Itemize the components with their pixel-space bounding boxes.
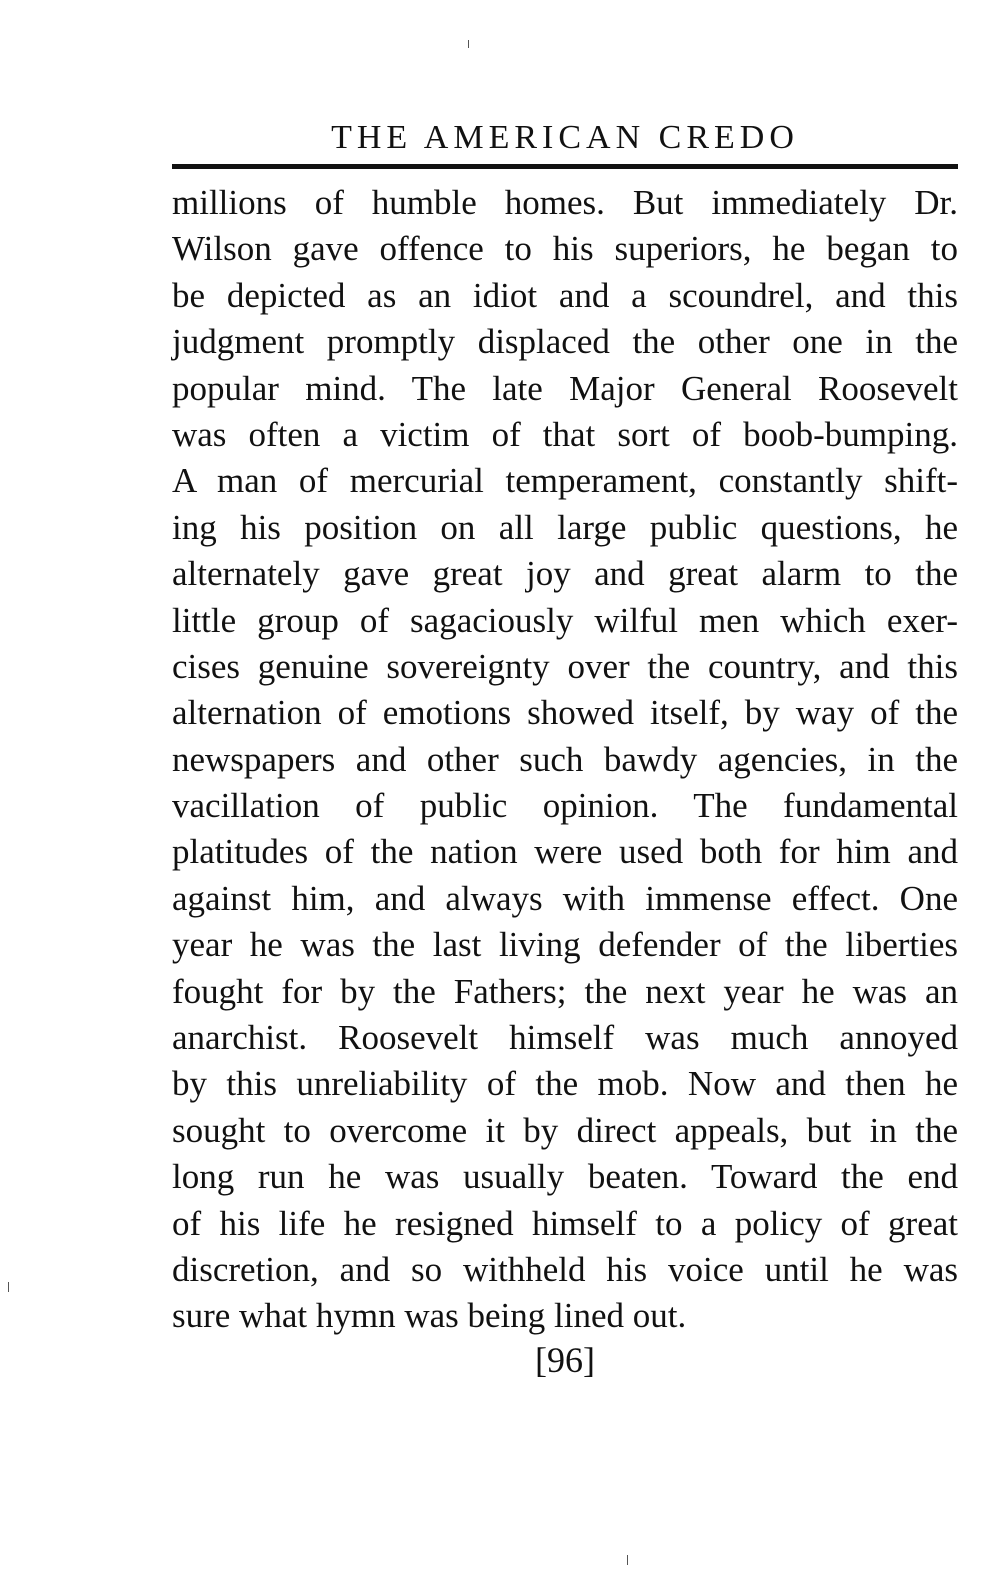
- text-line: fought for by the Fathers; the next year he was an: [172, 971, 958, 1011]
- text-line: of his life he resigned himself to a policy of great: [172, 1203, 958, 1243]
- text-line: be depicted as an idiot and a scoundrel, and this: [172, 275, 958, 315]
- text-line: alternation of emotions showed itself, by way of the: [172, 693, 958, 733]
- text-line: millions of humble homes. But immediately Dr.: [172, 183, 958, 222]
- text-line: by this unreliability of the mob. Now and then he: [172, 1064, 958, 1104]
- text-line: newspapers and other such bawdy agencies, in the: [172, 739, 958, 779]
- text-line: year he was the last living defender of the liberties: [172, 925, 958, 965]
- text-line: cises genuine sovereignty over the country, and this: [172, 646, 958, 686]
- text-line: ing his position on all large public questions, he: [172, 507, 958, 547]
- text-line: anarchist. Roosevelt himself was much annoyed: [172, 1018, 958, 1058]
- text-line: against him, and always with immense effect. One: [172, 878, 958, 918]
- text-line: long run he was usually beaten. Toward the end: [172, 1157, 958, 1197]
- text-line: judgment promptly displaced the other one in the: [172, 322, 958, 362]
- text-line: discretion, and so withheld his voice until he was: [172, 1249, 958, 1289]
- text-line: popular mind. The late Major General Roosevelt: [172, 368, 958, 408]
- text-line: was often a victim of that sort of boob-bumping.: [172, 414, 958, 454]
- text-line: sought to overcome it by direct appeals, but in the: [172, 1110, 958, 1150]
- text-line: platitudes of the nation were used both for him and: [172, 832, 958, 872]
- text-line: vacillation of public opinion. The fundamental: [172, 786, 958, 826]
- header-rule: [172, 164, 958, 169]
- text-line-last: sure what hymn was being lined out.: [172, 1296, 687, 1336]
- text-line: Wilson gave offence to his superiors, he began to: [172, 229, 958, 269]
- text-line: alternately gave great joy and great alarm to the: [172, 554, 958, 594]
- text-line: little group of sagaciously wilful men which exer-: [172, 600, 958, 640]
- text-line: A man of mercurial temperament, constantly shift-: [172, 461, 958, 501]
- scan-speck: [8, 1282, 9, 1292]
- scan-speck: [468, 40, 469, 48]
- body-text: [172, 180, 958, 1340]
- scan-speck: [627, 1555, 628, 1565]
- running-head: THE AMERICAN CREDO: [331, 119, 799, 156]
- page-number: [96]: [535, 1340, 595, 1380]
